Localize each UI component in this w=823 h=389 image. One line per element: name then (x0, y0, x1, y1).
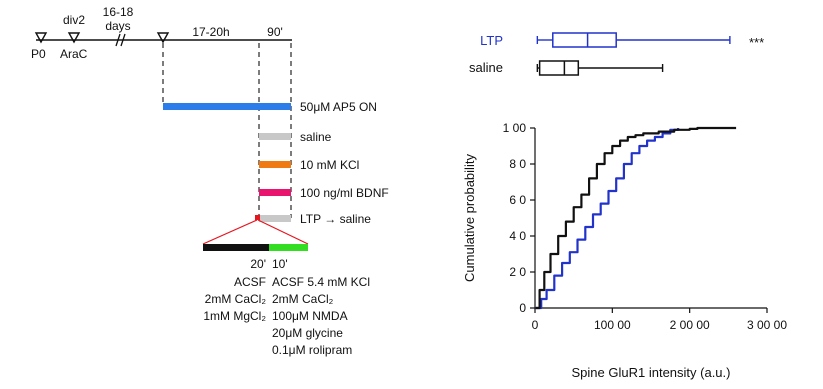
box-plots (469, 33, 764, 75)
y-tick-label: 8 0 (509, 157, 526, 171)
cdf-curves (536, 128, 736, 308)
x-axis-label: Spine GluR1 intensity (a.u.) (571, 365, 731, 380)
chart-panel (462, 33, 787, 380)
bar-saline (259, 133, 291, 140)
label-days-bottom: days (105, 19, 131, 33)
zoom-seg2-line-2: 2mM CaCl₂ (272, 292, 334, 306)
box-label-saline: saline (469, 60, 503, 75)
bar-label-saline: saline (300, 130, 332, 144)
bar-label-ltp-saline: LTP → saline (300, 212, 371, 226)
zoom-segment-ltp (269, 244, 308, 251)
label-interval-1: 17-20h (192, 25, 230, 39)
bar-bdnf (259, 189, 291, 196)
bar-kcl (259, 161, 291, 168)
zoom-line-left (203, 220, 257, 244)
bar-label-kcl: 10 mM KCl (300, 158, 360, 172)
zoom-seg2-line-5: 0.1μM rolipram (272, 343, 353, 357)
bar-ap5 (163, 103, 291, 110)
zoom-seg1-line-2: 2mM CaCl₂ (204, 292, 266, 306)
zoom-segment-acsf (203, 244, 269, 251)
zoom-seg2-line-3: 100μM NMDA (272, 309, 348, 323)
zoom-origin-marker (255, 215, 260, 220)
y-tick-label: 0 (519, 301, 526, 315)
bar-ltp-saline (259, 215, 291, 222)
cdf-line-ltp (536, 128, 678, 308)
label-div2: div2 (62, 13, 86, 27)
zoom-seg1-line-3: 1mM MgCl₂ (203, 309, 266, 323)
box-iqr-saline (540, 61, 579, 75)
y-ticks (503, 121, 535, 315)
y-tick-label: 4 0 (509, 229, 526, 243)
label-interval-2: 90' (267, 25, 283, 39)
significance-label: *** (749, 35, 765, 50)
x-tick-label: 2 00 00 (669, 318, 710, 332)
protocol-panel (31, 5, 389, 357)
y-tick-label: 6 0 (509, 193, 526, 207)
x-ticks (532, 308, 788, 332)
x-tick-label: 3 00 00 (746, 318, 788, 332)
cdf-line-saline (536, 128, 736, 308)
zoom-seg2-line-4: 20μM glycine (272, 326, 343, 340)
bar-label-bdnf: 100 ng/ml BDNF (300, 186, 389, 200)
y-tick-label: 2 0 (509, 265, 526, 279)
zoom-time-1: 20' (250, 257, 266, 271)
y-tick-label: 1 00 (502, 121, 526, 135)
zoom-seg1-line-1: ACSF (233, 275, 266, 289)
chart-axes (535, 128, 767, 308)
box-iqr-ltp (553, 33, 616, 47)
y-axis-label: Cumulative probability (462, 154, 477, 282)
label-days-top: 16-18 (102, 5, 134, 19)
label-arac: AraC (60, 47, 88, 61)
label-p0: P0 (31, 47, 46, 61)
zoom-time-2: 10' (272, 257, 288, 271)
x-tick-label: 0 (531, 318, 539, 332)
bar-label-ap5: 50μM AP5 ON (300, 100, 377, 114)
zoom-seg2-line-1: ACSF 5.4 mM KCl (272, 275, 371, 289)
x-tick-label: 100 00 (593, 318, 631, 332)
box-label-ltp: LTP (480, 33, 503, 48)
